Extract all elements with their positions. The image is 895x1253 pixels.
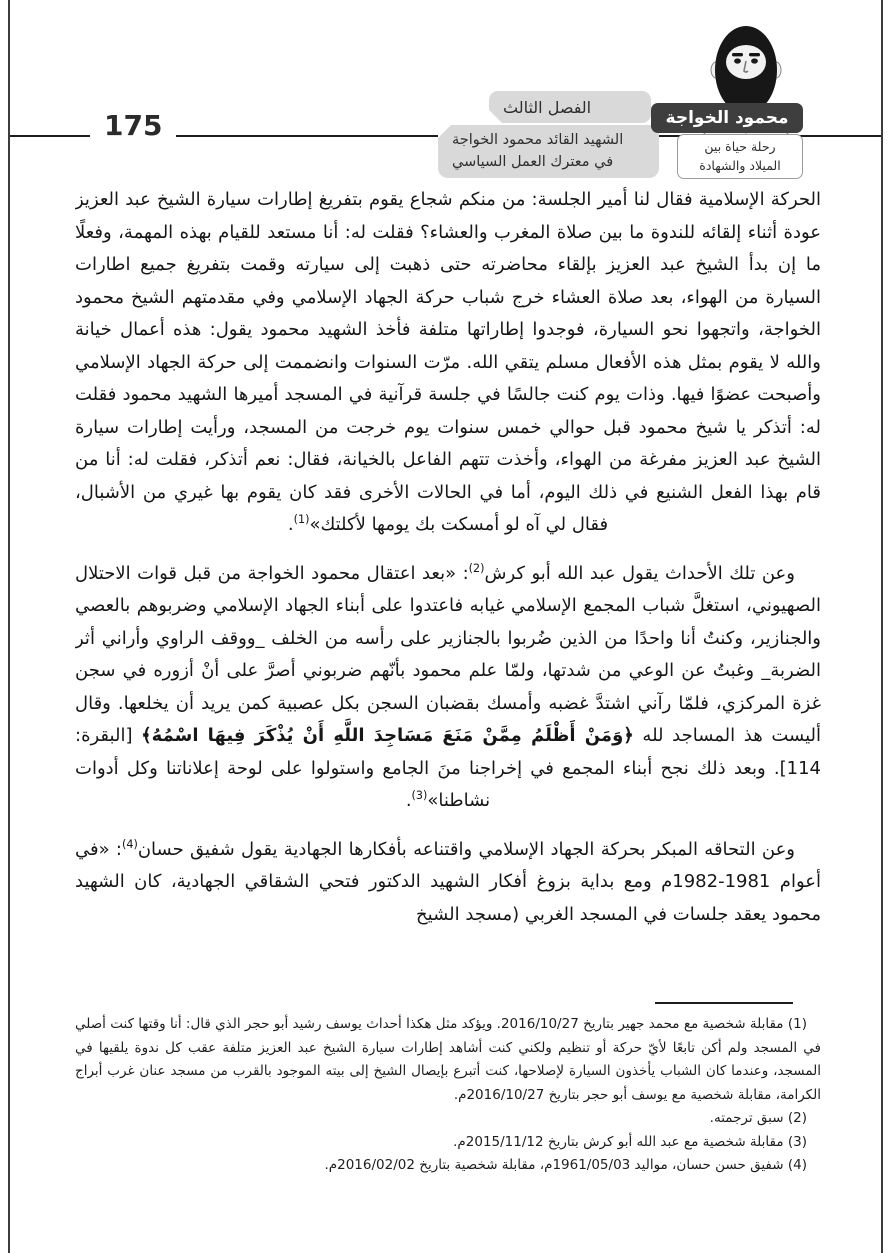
portrait-name-label: محمود الخواجة — [665, 108, 789, 128]
portrait-name-badge — [651, 103, 803, 133]
page-right-border — [881, 0, 883, 1253]
section-badge — [438, 125, 659, 178]
chapter-badge — [489, 91, 651, 123]
footnote-4: (4) شفيق حسن حسان، مواليد 1961/05/03م، مقابلة شخصية بتاريخ 2016/02/02م. — [324, 1157, 807, 1173]
paragraph-2: وعن تلك الأحداث يقول عبد الله أبو كرش$^{(2)}$: «بعد اعتقال محمود الخواجة من قبل قوات الاحتلال الصهيوني، استغلَّ شباب المجمع الإسلامي غيابه فاعتدوا على أبناء الجهاد الإسلامي وضربوهم بالعصي والجنازير، وكنتُ أنا واحدًا من الذين ضُربوا بالجنازير على رأسه من الخلف _ووقف الراوي وأراني أثر الضربة_ وغبتُ عن الوعي من شدتها، ولمّا علم محمود بأنّهم ضربوني أصرَّ على أنْ أزوره في سجن غزة المركزي، فلمّا رآني اشتدَّ غضبه وأمسك بقضبان السجن بكل عصبية كمن يريد أن يخلعها. وقال أليست هذ المساجد لله ﴿وَمَنْ أَظْلَمُ مِمَّنْ مَنَعَ مَسَاجِدَ اللَّهِ أَنْ يُذْكَرَ فِيهَا اسْمُهُ﴾ [البقرة: 114]. وبعد ذلك نجح أبناء المجمع في إخراجنا منَ الجامع واستولوا على لوحة إعلاناتنا وكل أدوات نشاطنا»$^{(3)}$. — [75, 561, 821, 811]
quran-verse: ﴿وَمَنْ أَظْلَمُ مِمَّنْ مَنَعَ مَسَاجِدَ اللَّهِ أَنْ يُذْكَرَ فِيهَا اسْمُهُ﴾ — [141, 725, 634, 746]
footnote-reference: (4) — [122, 837, 138, 851]
footnotes — [75, 1013, 821, 1178]
section-badge-line1: الشهيد القائد محمود الخواجة — [452, 131, 624, 148]
footnote-reference: (1) — [293, 513, 310, 526]
section-badge-line2: في معترك العمل السياسي — [452, 153, 614, 170]
paragraph-3: وعن التحاقه المبكر بحركة الجهاد الإسلامي واقتناعه بأفكارها الجهادية يقول شفيق حسان$^{(4)}$: «في أعوام 1981-1982م ومع بداية بزوغ أفكار الشهيد الدكتور فتحي الشقاقي الجهادية، كان الشهيد محمود يعقد جلسات في المسجد الغربي (مسجد الشيخ — [75, 837, 821, 925]
footnote-reference: (3) — [411, 789, 428, 802]
footnote-separator — [655, 1002, 793, 1004]
footnote-2: (2) سبق ترجمته. — [709, 1110, 807, 1126]
portrait-subtitle-line2: الميلاد والشهادة — [699, 157, 781, 173]
footnote-3: (3) مقابلة شخصية مع عبد الله أبو كرش بتاريخ 2015/11/12م. — [453, 1133, 807, 1150]
portrait-subtitle-box — [677, 134, 803, 179]
page-left-border — [8, 0, 10, 1253]
paragraph-1: الحركة الإسلامية فقال لنا أمير الجلسة: من منكم شجاع يقوم بتفريغ إطارات سيارة الشيخ عبد العزيز عودة أثناء إلقائه للندوة ما بين صلاة المغرب والعشاء؟ فقلت له: أنا مستعد للقيام بهذه المهمة، وفعلًا ما إن بدأ الشيخ عبد العزيز بإلقاء محاضرته حتى ذهبت إلى سيارته وقمت بتفريغ جميع اطارات السيارة من الهواء، بعد صلاة العشاء خرج شباب حركة الجهاد الإسلامي وفي مقدمتهم الشيخ محمود الخواجة، واتجهوا نحو السيارة، فوجدوا إطاراتها متلفة فأخذ الشهيد محمود يقول: هذه أعمال خيانة والله لا يقوم بمثل هذه الأفعال مسلم يتقي الله. مرّت السنوات وانضممت إلى حركة الجهاد الإسلامي وأصبحت عضوًا فيها. وذات يوم كنت جالسًا في جلسة قرآنية في المسجد أميرها الشهيد محمود فقلت له: أتذكر يا شيخ محمود قبل حوالي خمس سنوات يوم خرجت من المسجد، ورأيت إطارات سيارة الشيخ عبد العزيز مفرغة من الهواء، وأخذت تتهم الفاعل بالخيانة، فقال: نعم أتذكر، فقلت له: أنا من قام بهذا الفعل الشنيع في ذلك اليوم، أما في الحالات الأخرى فقد كان يقوم بها غيري من الأشبال، فقال لي آه لو أمسكت بك يومها لأكلتك»$^{(1)}$. — [75, 189, 821, 535]
chapter-badge-label: الفصل الثالث — [503, 97, 592, 117]
page-number: 175 — [90, 109, 176, 142]
body-text — [75, 184, 821, 1002]
footnote-reference: (2) — [468, 561, 485, 575]
portrait-subtitle-line1: رحلة حياة بين — [704, 138, 776, 154]
footnote-1: (1) مقابلة شخصية مع محمد جهير بتاريخ 2016/10/27. ويؤكد مثل هكذا أحداث يوسف رشيد أبو حجر الذي قال: أنا وقتها كنت أصلي في المسجد ولم أكن تابعًا لأيّ حركة أو تنظيم ولكني كنت أشاهد إطارات سيارة الشيخ عبد العزيز متلفة عقب كل ندوة يلقيها في المسجد، وعندما كان الشباب يأخذون السيارة لإصلاحها، كنت أتبرع بإيصال الشيخ إلى بيته الموجود بالقرب من مسجد عنان غرب أبراج الكرامة، مقابلة شخصية مع يوسف أبو حجر بتاريخ 2016/10/27م. — [75, 1016, 821, 1103]
